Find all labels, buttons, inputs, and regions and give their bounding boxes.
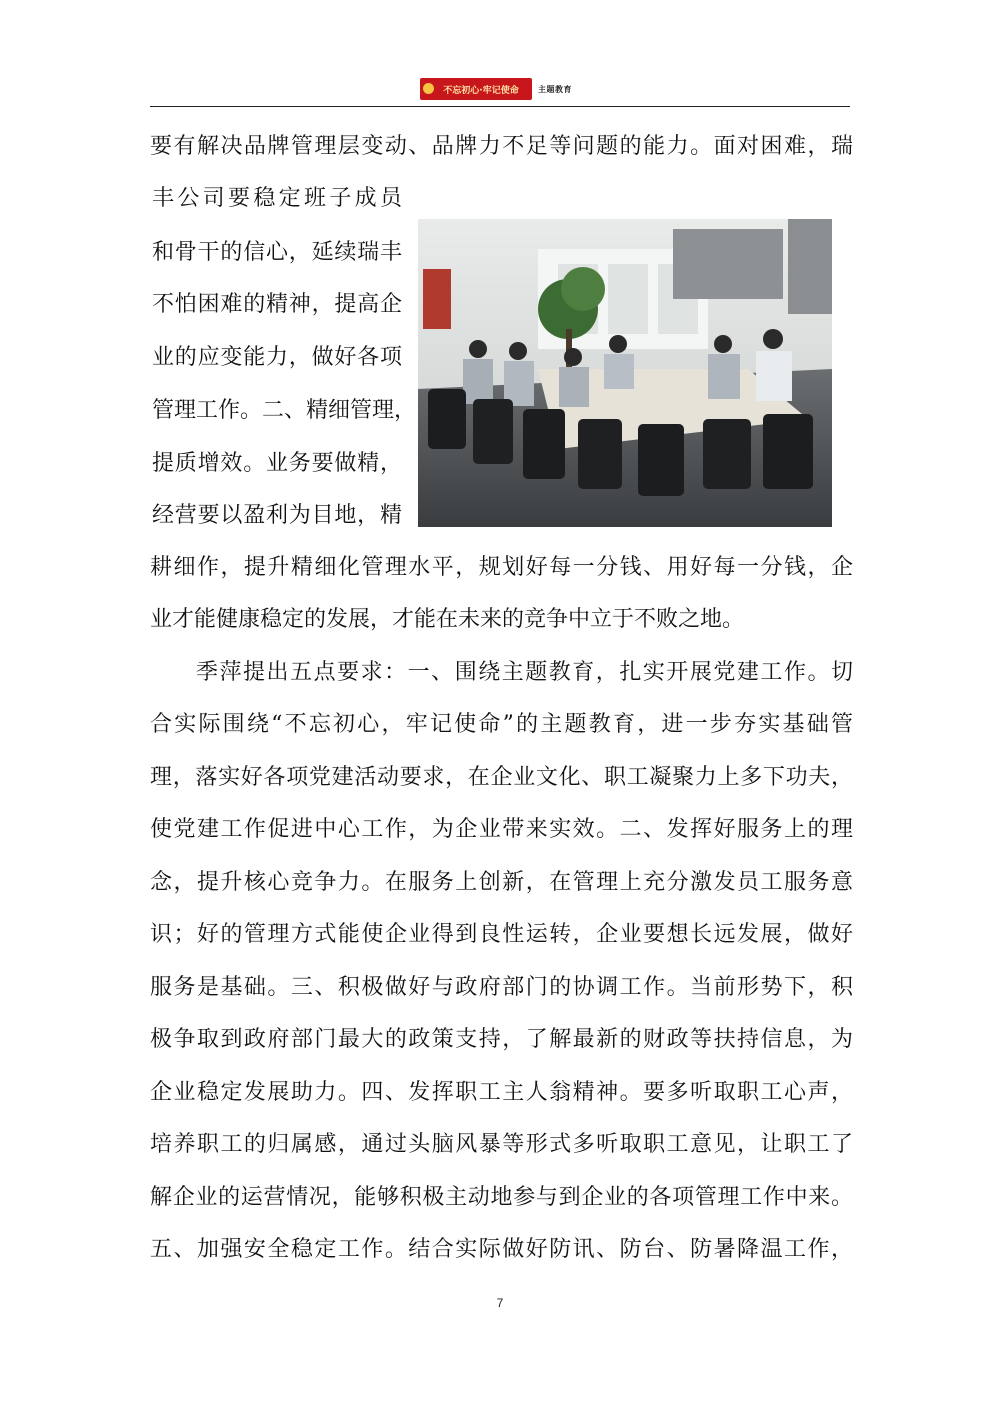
header-divider	[150, 106, 850, 107]
paragraph-line: 季萍提出五点要求：一、围绕主题教育，扎实开展党建工作。切	[196, 660, 853, 685]
paragraph-line: 要有解决品牌管理层变动、品牌力不足等问题的能力。面对困难，瑞	[150, 134, 853, 159]
paragraph-line: 丰公司要稳定班子成员	[152, 186, 402, 211]
paragraph-line: 使党建工作促进中心工作，为企业带来实效。二、发挥好服务上的理	[150, 817, 853, 842]
paragraph-line: 解企业的运营情况，能够积极主动地参与到企业的各项管理工作中来。	[150, 1185, 853, 1210]
paragraph-line: 企业稳定发展助力。四、发挥职工主人翁精神。要多听取职工心声，	[150, 1080, 853, 1105]
page-number: 7	[496, 1296, 504, 1310]
paragraph-line: 不怕困难的精神，提高企	[152, 292, 402, 317]
paragraph-line: 业才能健康稳定的发展，才能在未来的竞争中立于不败之地。	[150, 607, 745, 632]
paragraph-line: 培养职工的归属感，通过头脑风暴等形式多听取职工意见，让职工了	[150, 1132, 853, 1157]
banner-slogan-text: 不忘初心·牢记使命	[443, 85, 519, 96]
paragraph-line: 五、加强安全稳定工作。结合实际做好防讯、防台、防暑降温工作，	[150, 1237, 853, 1262]
paragraph-line: 合实际围绕“不忘初心，牢记使命”的主题教育，进一步夯实基础管	[150, 712, 853, 737]
paragraph-line: 提质增效。业务要做精，	[152, 451, 402, 476]
paragraph-line: 极争取到政府部门最大的政策支持，了解最新的财政等扶持信息，为	[150, 1027, 853, 1052]
paragraph-line: 念，提升核心竞争力。在服务上创新，在管理上充分激发员工服务意	[150, 870, 853, 895]
paragraph-line: 耕细作，提升精细化管理水平，规划好每一分钱、用好每一分钱，企	[150, 555, 853, 580]
banner-slogan	[420, 78, 532, 100]
meeting-photo-illustration	[418, 219, 832, 527]
paragraph-line: 经营要以盈利为目地，精	[152, 503, 402, 528]
party-emblem-icon	[423, 83, 434, 94]
paragraph-line: 和骨干的信心，延续瑞丰	[152, 240, 402, 265]
header-banner	[420, 78, 588, 100]
paragraph-line: 业的应变能力，做好各项	[152, 345, 402, 370]
meeting-photo	[418, 219, 832, 527]
paragraph-line: 管理工作。二、精细管理，	[152, 398, 417, 423]
banner-subtitle: 主题教育	[538, 84, 572, 94]
paragraph-line: 识；好的管理方式能使企业得到良性运转，企业要想长远发展，做好	[150, 922, 853, 947]
paragraph-line: 服务是基础。三、积极做好与政府部门的协调工作。当前形势下，积	[150, 975, 853, 1000]
paragraph-line: 理，落实好各项党建活动要求，在企业文化、职工凝聚力上多下功夫，	[150, 765, 853, 790]
